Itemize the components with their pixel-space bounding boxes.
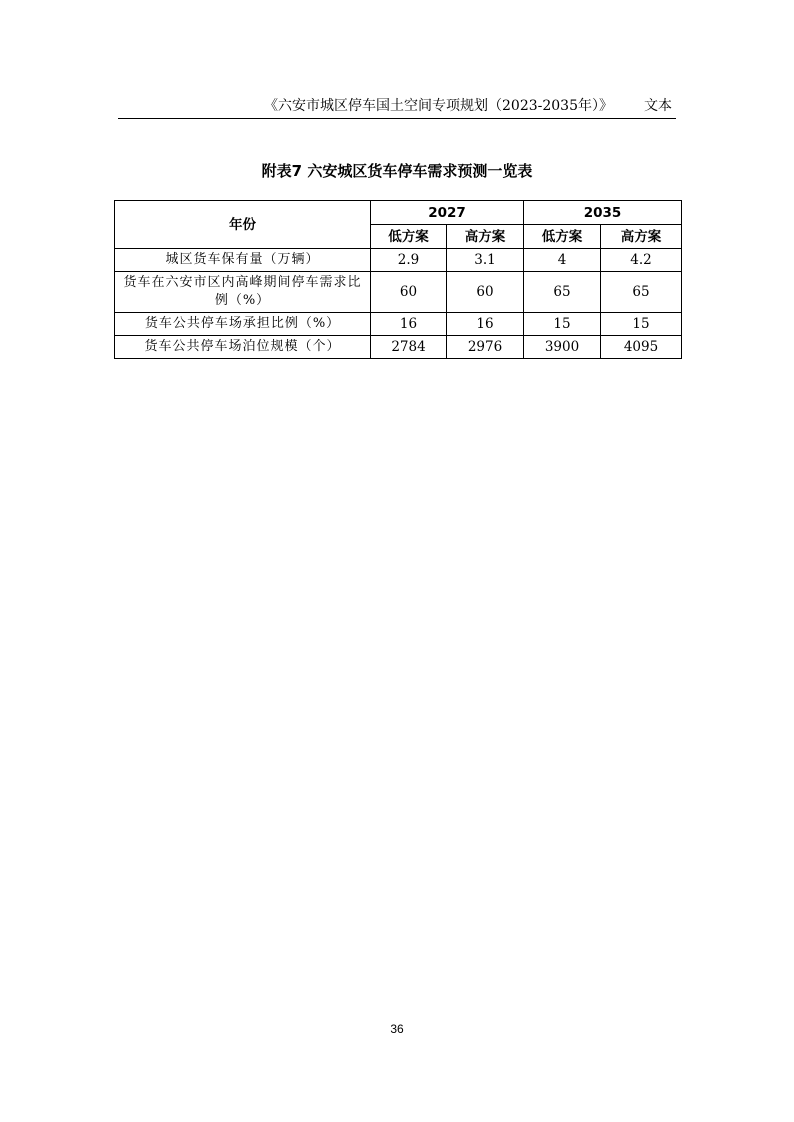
table-cell: 3.1 <box>447 249 524 272</box>
table-cell: 3900 <box>524 336 601 359</box>
table-cell: 2.9 <box>371 249 447 272</box>
plan-header: 低方案 <box>371 225 447 249</box>
table-cell: 2976 <box>447 336 524 359</box>
table-row <box>115 249 682 272</box>
table-corner-label: 年份 <box>115 201 371 249</box>
document-section-tag: 文本 <box>644 98 672 114</box>
plan-header: 低方案 <box>524 225 601 249</box>
page-header <box>118 92 676 119</box>
table-cell: 60 <box>371 272 447 313</box>
table-cell: 16 <box>447 313 524 336</box>
table-cell: 4095 <box>601 336 682 359</box>
table-cell: 65 <box>601 272 682 313</box>
table-cell: 4 <box>524 249 601 272</box>
year-header: 2035 <box>524 201 682 225</box>
table-caption: 附表7 六安城区货车停车需求预测一览表 <box>261 162 533 180</box>
table-row <box>115 336 682 359</box>
table-cell: 60 <box>447 272 524 313</box>
year-header: 2027 <box>371 201 524 225</box>
plan-header: 高方案 <box>447 225 524 249</box>
row-label: 城区货车保有量（万辆） <box>115 249 371 272</box>
row-label: 货车公共停车场承担比例（%） <box>115 313 371 336</box>
plan-header: 高方案 <box>601 225 682 249</box>
table-cell: 16 <box>371 313 447 336</box>
table-cell: 65 <box>524 272 601 313</box>
table-cell: 4.2 <box>601 249 682 272</box>
table-row <box>115 313 682 336</box>
table-header-row-years <box>115 201 682 225</box>
row-label: 货车在六安市区内高峰期间停车需求比例（%） <box>115 272 371 313</box>
page-number: 36 <box>390 1022 404 1036</box>
table-cell: 2784 <box>371 336 447 359</box>
table-cell: 15 <box>524 313 601 336</box>
truck-parking-demand-table <box>114 200 682 359</box>
document-title: 《六安市城区停车国土空间专项规划（2023-2035年）》 <box>264 98 613 114</box>
table-row <box>115 272 682 313</box>
row-label: 货车公共停车场泊位规模（个） <box>115 336 371 359</box>
table-cell: 15 <box>601 313 682 336</box>
